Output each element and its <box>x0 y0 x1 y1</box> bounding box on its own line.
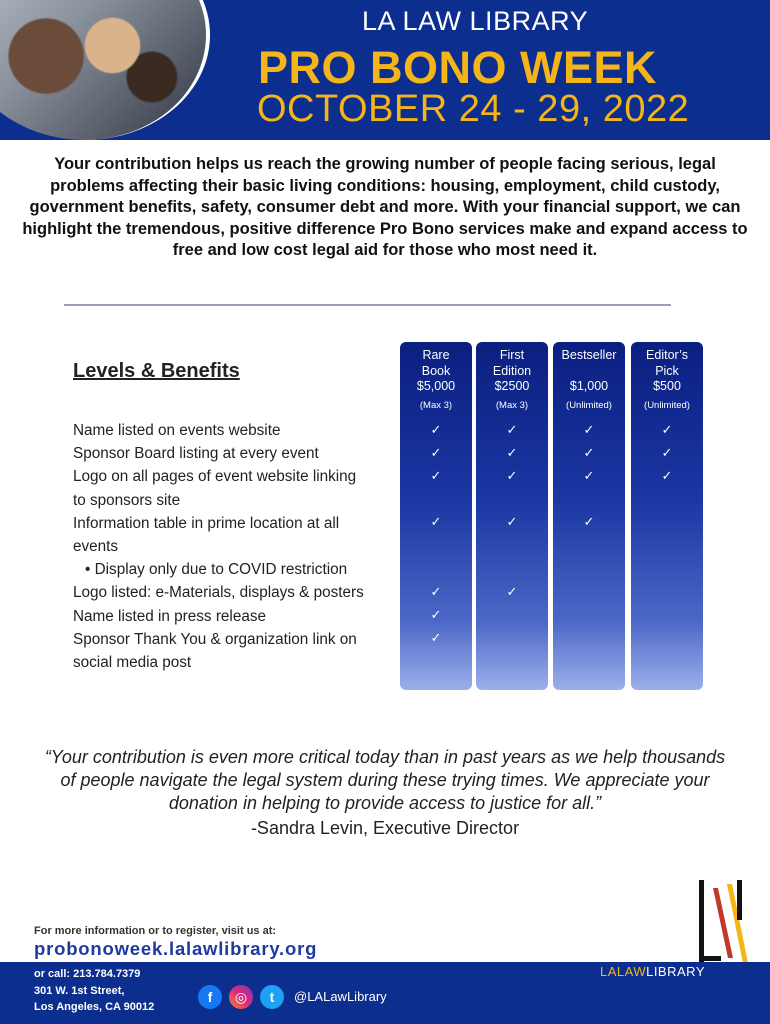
quote-attribution: -Sandra Levin, Executive Director <box>250 818 520 838</box>
check-icon: ✓ <box>506 468 518 483</box>
phone: or call: 213.784.7379 <box>34 968 141 980</box>
check-icon: ✓ <box>506 584 518 599</box>
address-line-1: 301 W. 1st Street, <box>34 984 125 997</box>
tier-header: First Edition $2500 <box>492 348 532 393</box>
tier-header: Editor’s Pick $500 <box>646 348 688 393</box>
check-icon: ✓ <box>430 422 442 437</box>
benefit-item: to sponsors site <box>73 491 181 509</box>
director-quote: “Your contribution is even more critical today than in past years as we help thousands of people navigate the legal system during these trying times. We appreciate your donation in helping to provide access to justice for all.” <box>44 747 726 813</box>
event-title: PRO BONO WEEK <box>258 42 658 93</box>
header-photo <box>0 0 210 140</box>
instagram-icon[interactable]: ◎ <box>229 985 253 1009</box>
benefit-item: Name listed in press release <box>73 607 266 625</box>
tier-header: Rare Book $5,000 <box>416 348 456 393</box>
benefit-item: events <box>73 538 119 556</box>
org-name: LA LAW LIBRARY <box>362 6 589 36</box>
tier-limit: (Unlimited) <box>644 400 690 411</box>
header-banner <box>0 0 770 140</box>
check-icon: ✓ <box>430 607 442 622</box>
check-icon: ✓ <box>430 514 442 529</box>
address-line-2: Los Angeles, CA 90012 <box>34 1001 155 1013</box>
check-icon: ✓ <box>661 445 673 460</box>
event-dates: OCTOBER 24 - 29, 2022 <box>257 88 690 130</box>
check-icon: ✓ <box>506 445 518 460</box>
benefit-item: Logo listed: e-Materials, displays & posters <box>73 584 364 602</box>
benefit-item: Information table in prime location at all <box>73 514 340 532</box>
social-handle[interactable]: @LALawLibrary <box>294 989 387 1004</box>
benefit-item: Name listed on events website <box>73 422 281 439</box>
check-icon: ✓ <box>506 422 518 437</box>
tier-limit: (Max 3) <box>495 400 529 411</box>
library-logo-icon <box>693 878 753 970</box>
more-info-text: For more information or to register, visit us at: <box>34 925 277 937</box>
section-divider <box>64 304 671 306</box>
check-icon: ✓ <box>661 422 673 437</box>
check-icon: ✓ <box>661 468 673 483</box>
check-icon: ✓ <box>430 468 442 483</box>
check-icon: ✓ <box>583 468 595 483</box>
tier-column-rare-book <box>400 342 472 690</box>
contact-info <box>34 966 154 1016</box>
check-icon: ✓ <box>583 422 595 437</box>
tier-limit: (Unlimited) <box>566 400 612 411</box>
benefit-subnote: • Display only due to COVID restriction <box>85 561 348 579</box>
tier-limit: (Max 3) <box>419 400 453 411</box>
facebook-icon[interactable]: f <box>198 985 222 1009</box>
library-logo-text: LALAWLIBRARY <box>600 964 705 979</box>
tier-column-editors-pick <box>631 342 703 690</box>
benefit-item: social media post <box>73 654 192 672</box>
tier-header: Bestseller $1,000 <box>561 348 617 393</box>
registration-link[interactable]: probonoweek.lalawlibrary.org <box>34 938 318 959</box>
check-icon: ✓ <box>583 445 595 460</box>
check-icon: ✓ <box>506 514 518 529</box>
benefits-list <box>73 419 393 674</box>
twitter-icon[interactable]: t <box>260 985 284 1009</box>
check-icon: ✓ <box>583 514 595 529</box>
tier-column-first-edition <box>476 342 548 690</box>
levels-heading: Levels & Benefits <box>73 360 240 382</box>
benefit-item: Logo on all pages of event website linking <box>73 468 357 486</box>
check-icon: ✓ <box>430 445 442 460</box>
check-icon: ✓ <box>430 584 442 599</box>
intro-paragraph: Your contribution helps us reach the growing number of people facing serious, legal problems affecting their basic living conditions: housing, employment, child custody, government benefits, safety, consumer debt and more. With your financial support, we can highlight the tremendous, positive difference Pro Bono services make and expand access to free and low cost legal aid for those who most need it. <box>22 155 748 259</box>
check-icon: ✓ <box>430 630 442 645</box>
benefit-item: Sponsor Thank You & organization link on <box>73 630 357 648</box>
benefit-item: Sponsor Board listing at every event <box>73 445 319 463</box>
tier-column-bestseller <box>553 342 625 690</box>
